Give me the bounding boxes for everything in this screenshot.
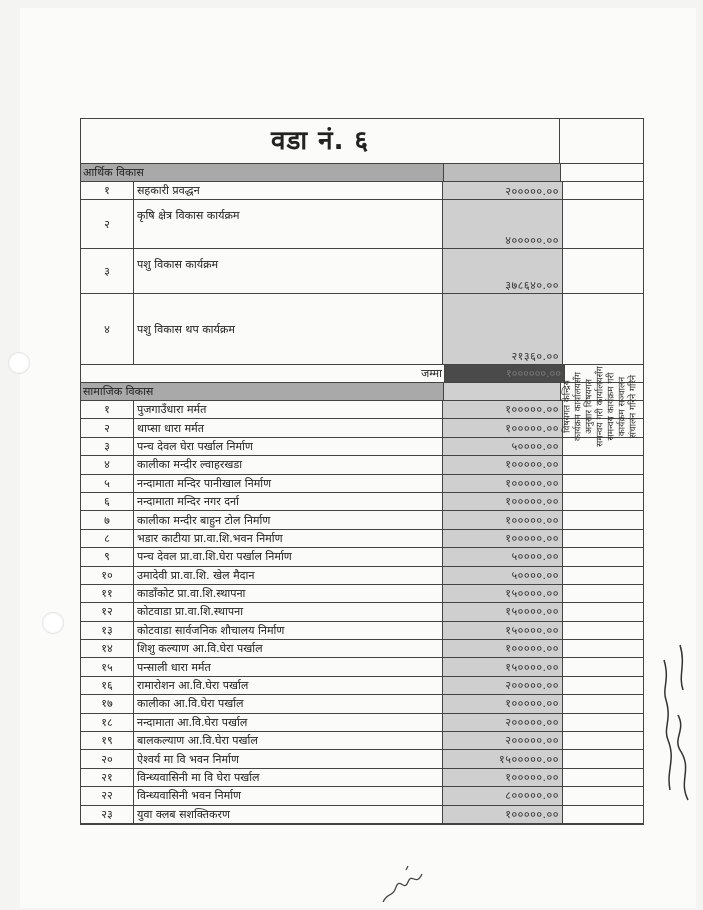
row-name: रामारोशन आ.वि.घेरा पर्खाल	[134, 677, 443, 694]
row-amount: १५००००.००	[443, 585, 563, 602]
budget-table	[80, 118, 644, 825]
ward-title: वडा नं. ६	[81, 119, 560, 163]
row-number: ३	[81, 438, 134, 455]
row-amount: १०००००.००	[443, 695, 563, 712]
row-amount: ४०००००.००	[443, 200, 563, 248]
economic-total-row	[81, 365, 643, 383]
table-row	[81, 493, 643, 511]
table-row	[81, 769, 643, 787]
table-row	[81, 658, 643, 676]
title-row	[81, 119, 643, 164]
table-row	[81, 438, 643, 456]
row-number: ४	[81, 294, 134, 364]
row-name: पन्च देवल प्रा.वा.शि.घेरा पर्खाल निर्माण	[134, 548, 443, 565]
row-amount: १०००००.००	[443, 511, 563, 528]
row-amount: २०००००.००	[443, 182, 563, 199]
row-name: कृषि क्षेत्र विकास कार्यक्रम	[134, 200, 443, 248]
row-name: विन्ध्यवासिनी मा वि घेरा पर्खाल	[134, 769, 443, 786]
row-name: कालीका मन्दीर ल्वाहरखडा	[134, 456, 443, 473]
row-number: १४	[81, 640, 134, 657]
punch-hole-top	[8, 352, 30, 374]
economic-section-header	[81, 164, 643, 182]
row-name: पन्च देवल घेरा पर्खाल निर्माण	[134, 438, 443, 455]
row-number: १९	[81, 732, 134, 749]
row-name: कोटवाडा प्रा.वा.शि.स्थापना	[134, 603, 443, 620]
row-name: ऐश्वर्य मा वि भवन निर्माण	[134, 750, 443, 767]
social-rows	[81, 401, 643, 824]
row-amount: १०००००.००	[443, 456, 563, 473]
row-number: १५	[81, 658, 134, 675]
table-row	[81, 475, 643, 493]
row-amount: १५०००००.००	[443, 750, 563, 767]
row-number: १३	[81, 622, 134, 639]
table-row	[81, 732, 643, 750]
table-row	[81, 695, 643, 713]
row-number: १	[81, 182, 134, 199]
row-name: पुजगाउँधारा मर्मत	[134, 401, 443, 418]
row-amount: १५००००.००	[443, 603, 563, 620]
punch-hole-bottom	[42, 612, 64, 634]
row-name: काडाँकोट प्रा.वा.शि.स्थापना	[134, 585, 443, 602]
row-amount: १०००००.००	[443, 769, 563, 786]
handwritten-scribble	[378, 862, 428, 907]
row-name: विन्ध्यवासिनी भवन निर्माण	[134, 787, 443, 804]
table-row	[81, 419, 643, 437]
row-number: ११	[81, 585, 134, 602]
row-amount: १०००००.००	[443, 493, 563, 510]
row-name: बालकल्याण आ.वि.घेरा पर्खाल	[134, 732, 443, 749]
row-name: नन्दामाता मन्दिर नगर दर्ना	[134, 493, 443, 510]
table-row	[81, 787, 643, 805]
row-number: ७	[81, 511, 134, 528]
row-number: २०	[81, 750, 134, 767]
row-amount: २१३६०.००	[443, 294, 563, 364]
remarks-text: विषयगत केन्द्रिय कार्यक्रम कार्यालयसँग अनुसार विषयगत समन्वय गरी कार्यालयसँग समन्वय कार्यक्रम गरी कार्यक्रम सञ्चालन संचालन गरिने गरिने	[562, 365, 639, 447]
table-row	[81, 622, 643, 640]
row-name: कालीका मन्दीर बाहुन टोल निर्माण	[134, 511, 443, 528]
row-number: २	[81, 200, 134, 248]
row-amount: १५००००.००	[443, 658, 563, 675]
table-row	[81, 401, 643, 419]
row-number: ३	[81, 249, 134, 293]
row-number: ५	[81, 475, 134, 492]
table-row	[81, 511, 643, 529]
row-name: सहकारी प्रवद्धन	[134, 182, 443, 199]
row-amount: ३७८६४०.००	[443, 249, 563, 293]
row-name: कोटवाडा सार्वजनिक शौचालय निर्माण	[134, 622, 443, 639]
row-name: नन्दामाता आ.वि.घेरा पर्खाल	[134, 714, 443, 731]
social-section-header	[81, 383, 643, 401]
row-name: नन्दामाता मन्दिर पानीखाल निर्माण	[134, 475, 443, 492]
row-amount: १५००००.००	[443, 622, 563, 639]
row-name: पशु विकास थप कार्यक्रम	[134, 294, 443, 364]
row-amount: १०००००.००	[443, 530, 563, 547]
table-row	[81, 294, 643, 365]
row-name: कालीका आ.वि.घेरा पर्खाल	[134, 695, 443, 712]
row-number: २१	[81, 769, 134, 786]
total-value: १००००००.००	[445, 365, 565, 382]
economic-rows	[81, 182, 643, 365]
table-row	[81, 182, 643, 200]
table-row	[81, 249, 643, 294]
remarks-note	[560, 324, 642, 488]
row-number: १७	[81, 695, 134, 712]
row-name: थाप्सा धारा मर्मत	[134, 419, 443, 436]
row-name: उमादेवी प्रा.वा.शि. खेल मैदान	[134, 567, 443, 584]
table-row	[81, 200, 643, 249]
table-row	[81, 714, 643, 732]
table-row	[81, 603, 643, 621]
row-amount: ५००००.००	[443, 438, 563, 455]
row-number: ८	[81, 530, 134, 547]
table-row	[81, 456, 643, 474]
row-number: १२	[81, 603, 134, 620]
economic-heading: आर्थिक विकास	[81, 164, 444, 181]
row-name: पन्साली धारा मर्मत	[134, 658, 443, 675]
row-amount: २०००००.००	[443, 714, 563, 731]
row-number: १०	[81, 567, 134, 584]
row-name: पशु विकास कार्यक्रम	[134, 249, 443, 293]
row-name: भडार काटीया प्रा.वा.शि.भवन निर्माण	[134, 530, 443, 547]
row-amount: २०००००.००	[443, 732, 563, 749]
row-number: ६	[81, 493, 134, 510]
table-row	[81, 530, 643, 548]
table-row	[81, 640, 643, 658]
row-amount: १०००००.००	[443, 419, 563, 436]
table-row	[81, 750, 643, 768]
social-heading: सामाजिक विकास	[81, 383, 444, 400]
row-amount: १०००००.००	[443, 475, 563, 492]
row-amount: ५००००.००	[443, 548, 563, 565]
row-number: १	[81, 401, 134, 418]
total-label: जम्मा	[81, 365, 445, 382]
row-number: २२	[81, 787, 134, 804]
row-amount: १०००००.००	[443, 806, 563, 823]
row-number: ४	[81, 456, 134, 473]
row-number: २३	[81, 806, 134, 823]
row-number: १६	[81, 677, 134, 694]
row-number: १८	[81, 714, 134, 731]
row-name: शिशु कल्याण आ.वि.घेरा पर्खाल	[134, 640, 443, 657]
table-row	[81, 548, 643, 566]
row-number: २	[81, 419, 134, 436]
table-row	[81, 806, 643, 824]
row-amount: १०००००.००	[443, 640, 563, 657]
row-amount: १०००००.००	[443, 401, 563, 418]
row-amount: ५००००.००	[443, 567, 563, 584]
row-amount: २०००००.००	[443, 677, 563, 694]
table-row	[81, 567, 643, 585]
row-amount: ८०००००.००	[443, 787, 563, 804]
handwritten-signature	[648, 630, 698, 810]
table-row	[81, 585, 643, 603]
row-number: ९	[81, 548, 134, 565]
row-name: युवा क्लब सशक्तिकरण	[134, 806, 443, 823]
table-row	[81, 677, 643, 695]
